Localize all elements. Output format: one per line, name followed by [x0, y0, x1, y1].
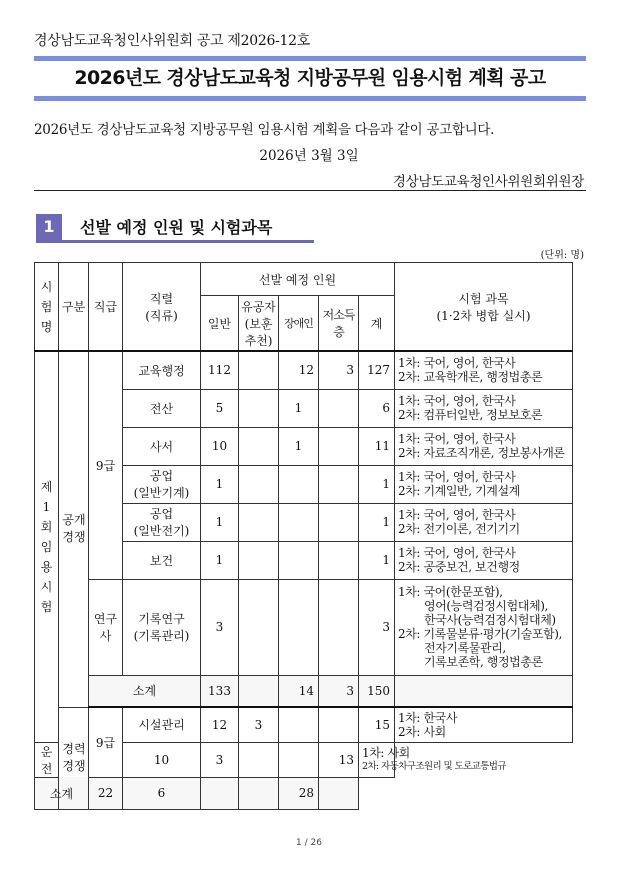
title-top-rule: [34, 56, 586, 61]
veteran-count: [239, 503, 279, 541]
disabled-count: [239, 742, 279, 777]
low-income-count: [319, 389, 359, 427]
total-count: 11: [359, 427, 395, 465]
job-cell: 시설관리: [123, 707, 201, 742]
intro-text: 2026년도 경상남도교육청 지방공무원 임용시험 계획을 다음과 같이 공고합니다.: [34, 122, 495, 138]
job-cell: 공업 (일반전기): [123, 503, 201, 541]
disabled-count: [279, 579, 319, 675]
subjects-cell: 1차: 사회 2차: 자동차구조원리 및 도로교통법규: [359, 742, 395, 777]
disabled-count: [279, 707, 319, 742]
total-count: 13: [319, 742, 359, 777]
header-planned: 선발 예정 인원: [201, 263, 395, 296]
page-number: 1 / 26: [296, 838, 322, 848]
general-count: 1: [201, 503, 239, 541]
grade-9: 9급: [89, 351, 123, 579]
subjects-cell: [395, 675, 573, 707]
recruitment-table: [34, 262, 573, 810]
low-income-count: [319, 427, 359, 465]
total-count: 3: [359, 579, 395, 675]
low-income-count: [319, 465, 359, 503]
title-bottom-rule: [34, 96, 586, 101]
section-underline: [36, 240, 314, 243]
veteran-count: [239, 389, 279, 427]
exam-name-cell: 제1회 임용시험: [35, 351, 59, 742]
low-income-count: [319, 707, 359, 742]
subjects-cell: [319, 777, 359, 809]
low-income-count: 3: [319, 351, 359, 389]
disabled-count: [279, 503, 319, 541]
header-low-income: 저소득층: [319, 296, 359, 352]
veteran-count: [239, 579, 279, 675]
table-row: [35, 351, 573, 389]
total-count: 28: [279, 777, 319, 809]
header-total: 계: [359, 296, 395, 352]
subtotal-row: [35, 777, 573, 809]
header-exam: 시험명: [35, 263, 59, 352]
general-count: 1: [201, 465, 239, 503]
section-title: 선발 예정 인원 및 시험과목: [80, 218, 273, 237]
subjects-cell: 1차: 국어(한문포함), 영어(능력검정시험대체), 한국사(능력검정시험대체) 2차: 기록물분류·평가(기술포함), 전자기록물관리, 기록보존학, 행정법총론: [395, 579, 573, 675]
general-count: 5: [201, 389, 239, 427]
low-income-count: [279, 742, 319, 777]
signer: 경상남도교육청인사위원회위원장: [392, 174, 584, 190]
page-title: 2026년도 경상남도교육청 지방공무원 임용시험 계획 공고: [74, 67, 546, 89]
veteran-count: 3: [201, 742, 239, 777]
low-income-count: [319, 541, 359, 579]
disabled-count: 1: [279, 427, 319, 465]
subjects-cell: 1차: 국어, 영어, 한국사 2차: 컴퓨터일반, 정보보호론: [395, 389, 573, 427]
general-count: 133: [201, 675, 239, 707]
general-count: 12: [201, 707, 239, 742]
signer-rule: [34, 190, 586, 191]
veteran-count: 3: [239, 707, 279, 742]
disabled-count: [279, 541, 319, 579]
low-income-count: [319, 503, 359, 541]
general-count: 10: [123, 742, 201, 777]
subjects-cell: 1차: 국어, 영어, 한국사 2차: 교육학개론, 행정법총론: [395, 351, 573, 389]
general-count: 3: [201, 579, 239, 675]
subjects-cell: 1차: 국어, 영어, 한국사 2차: 자료조직개론, 정보봉사개론: [395, 427, 573, 465]
veteran-count: [239, 465, 279, 503]
table-row: [35, 707, 573, 742]
total-count: 6: [359, 389, 395, 427]
unit-label: (단위: 명): [540, 250, 584, 261]
general-count: 112: [201, 351, 239, 389]
subtotal-row: [35, 675, 573, 707]
subjects-cell: 1차: 한국사 2차: 사회: [395, 707, 573, 742]
subtotal-label: 소계: [35, 777, 89, 809]
notice-number: 경상남도교육청인사위원회 공고 제2026-12호: [34, 33, 310, 49]
low-income-count: [239, 777, 279, 809]
subtotal-label: 소계: [89, 675, 201, 707]
low-income-count: 3: [319, 675, 359, 707]
disabled-count: [201, 777, 239, 809]
total-count: 1: [359, 541, 395, 579]
header-disabled: 장애인: [279, 296, 319, 352]
job-cell: 교육행정: [123, 351, 201, 389]
disabled-count: 14: [279, 675, 319, 707]
subjects-cell: 1차: 국어, 영어, 한국사 2차: 기계일반, 기계설계: [395, 465, 573, 503]
general-count: 22: [89, 777, 123, 809]
job-cell: 운전: [35, 742, 59, 777]
job-cell: 보건: [123, 541, 201, 579]
job-cell: 전산: [123, 389, 201, 427]
header-subjects: 시험 과목 (1·2차 병합 실시): [395, 263, 573, 352]
grade-9-career: 9급: [89, 707, 123, 777]
subjects-cell: 1차: 국어, 영어, 한국사 2차: 공중보건, 보건행정: [395, 541, 573, 579]
job-cell: 공업 (일반기계): [123, 465, 201, 503]
notice-date: 2026년 3월 3일: [259, 148, 359, 164]
total-count: 127: [359, 351, 395, 389]
type-open: 공개경쟁: [59, 351, 89, 707]
header-general: 일반: [201, 296, 239, 352]
total-count: 1: [359, 503, 395, 541]
veteran-count: [239, 351, 279, 389]
veteran-count: [239, 675, 279, 707]
total-count: 150: [359, 675, 395, 707]
header-grade: 직급: [89, 263, 123, 352]
veteran-count: [239, 427, 279, 465]
header-type: 구분: [59, 263, 89, 352]
general-count: 1: [201, 541, 239, 579]
section-number-badge: 1: [36, 214, 62, 240]
total-count: 15: [359, 707, 395, 742]
job-cell: 기록연구 (기록관리): [123, 579, 201, 675]
general-count: 10: [201, 427, 239, 465]
veteran-count: 6: [123, 777, 201, 809]
header-veteran: 유공자 (보훈 추천): [239, 296, 279, 352]
type-career: 경력경쟁: [59, 707, 89, 809]
disabled-count: [279, 465, 319, 503]
grade-researcher: 연구사: [89, 579, 123, 675]
disabled-count: 12: [279, 351, 319, 389]
table-row: [35, 579, 573, 675]
job-cell: 사서: [123, 427, 201, 465]
veteran-count: [239, 541, 279, 579]
disabled-count: 1: [279, 389, 319, 427]
low-income-count: [319, 579, 359, 675]
subjects-cell: 1차: 국어, 영어, 한국사 2차: 전기이론, 전기기기: [395, 503, 573, 541]
header-job: 직렬 (직류): [123, 263, 201, 352]
total-count: 1: [359, 465, 395, 503]
